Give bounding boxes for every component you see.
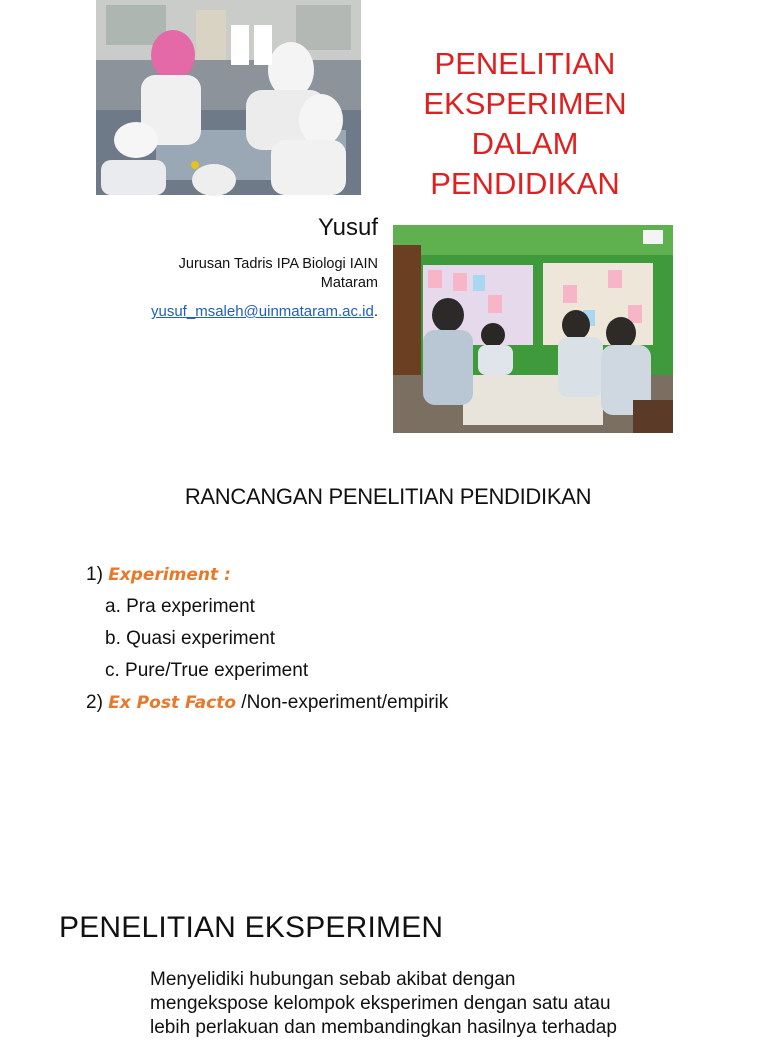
author-affiliation: Jurusan Tadris IPA Biologi IAIN Mataram bbox=[178, 256, 378, 291]
slide-body: Menyelidiki hubungan sebab akibat dengan mengekspose kelompok eksperimen dengan satu atau lebih perlakuan dan membandingkan hasilnya terhadap bbox=[150, 969, 617, 1038]
email-link[interactable]: yusuf_msaleh@uinmataram.ac.id bbox=[151, 303, 374, 320]
slide-title bbox=[405, 44, 645, 204]
experiment-label: Experiment : bbox=[108, 565, 231, 585]
design-slide bbox=[0, 455, 768, 885]
item-description: /Non-experiment/empirik bbox=[241, 692, 449, 713]
email-suffix: . bbox=[373, 303, 378, 320]
list-subitem: b. Quasi experiment bbox=[105, 628, 276, 649]
list-item bbox=[86, 559, 448, 591]
item-number: 1) bbox=[86, 564, 103, 585]
ex-post-facto-label: Ex Post Facto bbox=[108, 693, 237, 713]
author-name: Yusuf bbox=[317, 214, 378, 241]
list-subitem: a. Pra experiment bbox=[105, 596, 255, 617]
classroom-photo-students bbox=[393, 225, 673, 433]
item-number: 2) bbox=[86, 692, 103, 713]
slide-title: PENELITIAN EKSPERIMEN bbox=[59, 911, 444, 944]
title-line: EKSPERIMEN bbox=[423, 86, 627, 121]
title-line: DALAM bbox=[471, 126, 579, 161]
slide-title: RANCANGAN PENELITIAN PENDIDIKAN bbox=[184, 484, 592, 509]
title-line: PENELITIAN bbox=[434, 46, 616, 81]
title-line: PENDIDIKAN bbox=[430, 166, 620, 201]
list-item bbox=[86, 687, 448, 719]
experiment-slide bbox=[0, 890, 768, 1038]
title-slide bbox=[0, 0, 768, 450]
classroom-photo-teacher bbox=[96, 0, 361, 195]
list-subitem: c. Pure/True experiment bbox=[105, 660, 309, 681]
author-email bbox=[151, 303, 378, 320]
design-list bbox=[86, 559, 448, 719]
